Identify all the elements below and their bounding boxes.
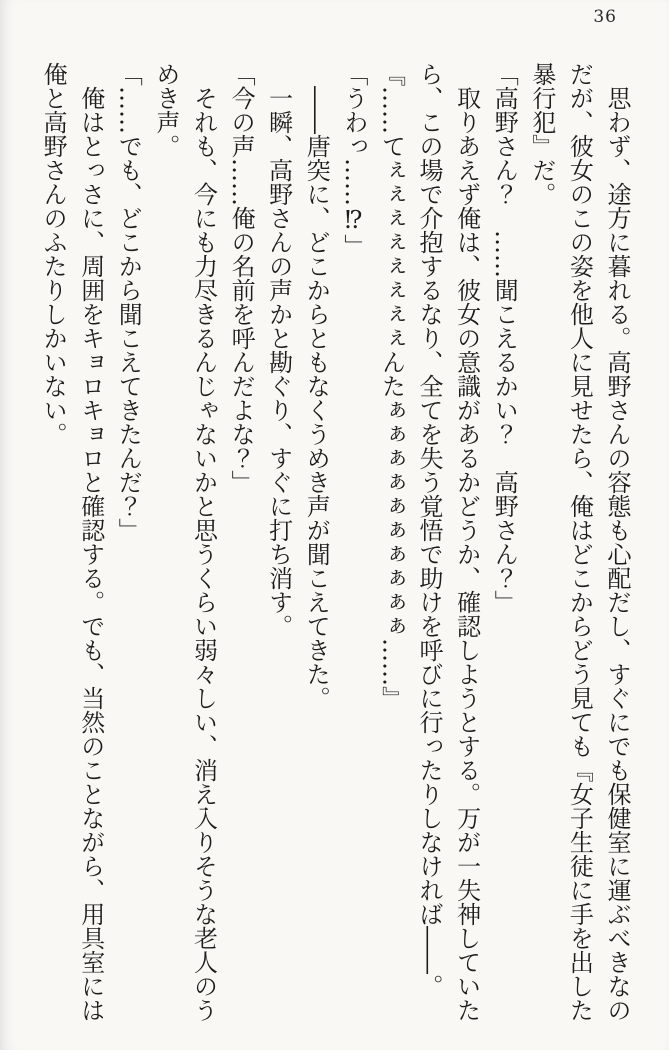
text-block [33,62,635,1022]
text-line: 思わず、途方に暮れる。高野さんの容態も心配だし、すぐにでも保健室に運ぶべきなの [603,86,631,1022]
text-line: 俺はとっさに、周囲をキョロキョロと確認する。でも、当然のことながら、用具室には [76,86,105,1022]
text-line: めき声。 [151,62,180,158]
text-line: それも、今にも力尽きるんじゃないかと思うくらい弱々しい、消え入りそうな老人のう [189,86,218,1022]
text-line: だが、彼女のこの姿を他人に見せたら、俺はどこからどう見ても『女子生徒に手を出した [565,62,594,1022]
text-line: 「……でも、どこから聞こえてきたんだ？」 [114,62,143,542]
text-line: ――唐突に、どこからともなくうめき声が聞こえてきた。 [302,86,331,710]
text-line: ら、この場で介抱するなり、全てを失う覚悟で助けを呼びに行ったりしなければ――。 [415,62,444,998]
text-line: 暴行犯』だ。 [527,62,556,206]
text-line: 取りあえず俺は、彼女の意識があるかどうか、確認しようとする。万が一失神していた [452,86,481,1022]
text-line: 「うわっ……⁉」 [339,62,368,258]
text-line: 一瞬、高野さんの声かと勘ぐり、すぐに打ち消す。 [264,86,293,638]
text-line: 『……てぇぇぇぇぇぇぇぇんたぁぁぁぁぁぁぁぁぁぁ……』 [377,62,406,710]
text-line: 俺と高野さんのふたりしかいない。 [39,62,68,446]
page-number: 36 [593,7,617,27]
text-line: 「今の声……俺の名前を呼んだよな？」 [227,62,256,494]
text-line: 「高野さん？ ……聞こえるかい？ 高野さん？」 [490,62,519,614]
